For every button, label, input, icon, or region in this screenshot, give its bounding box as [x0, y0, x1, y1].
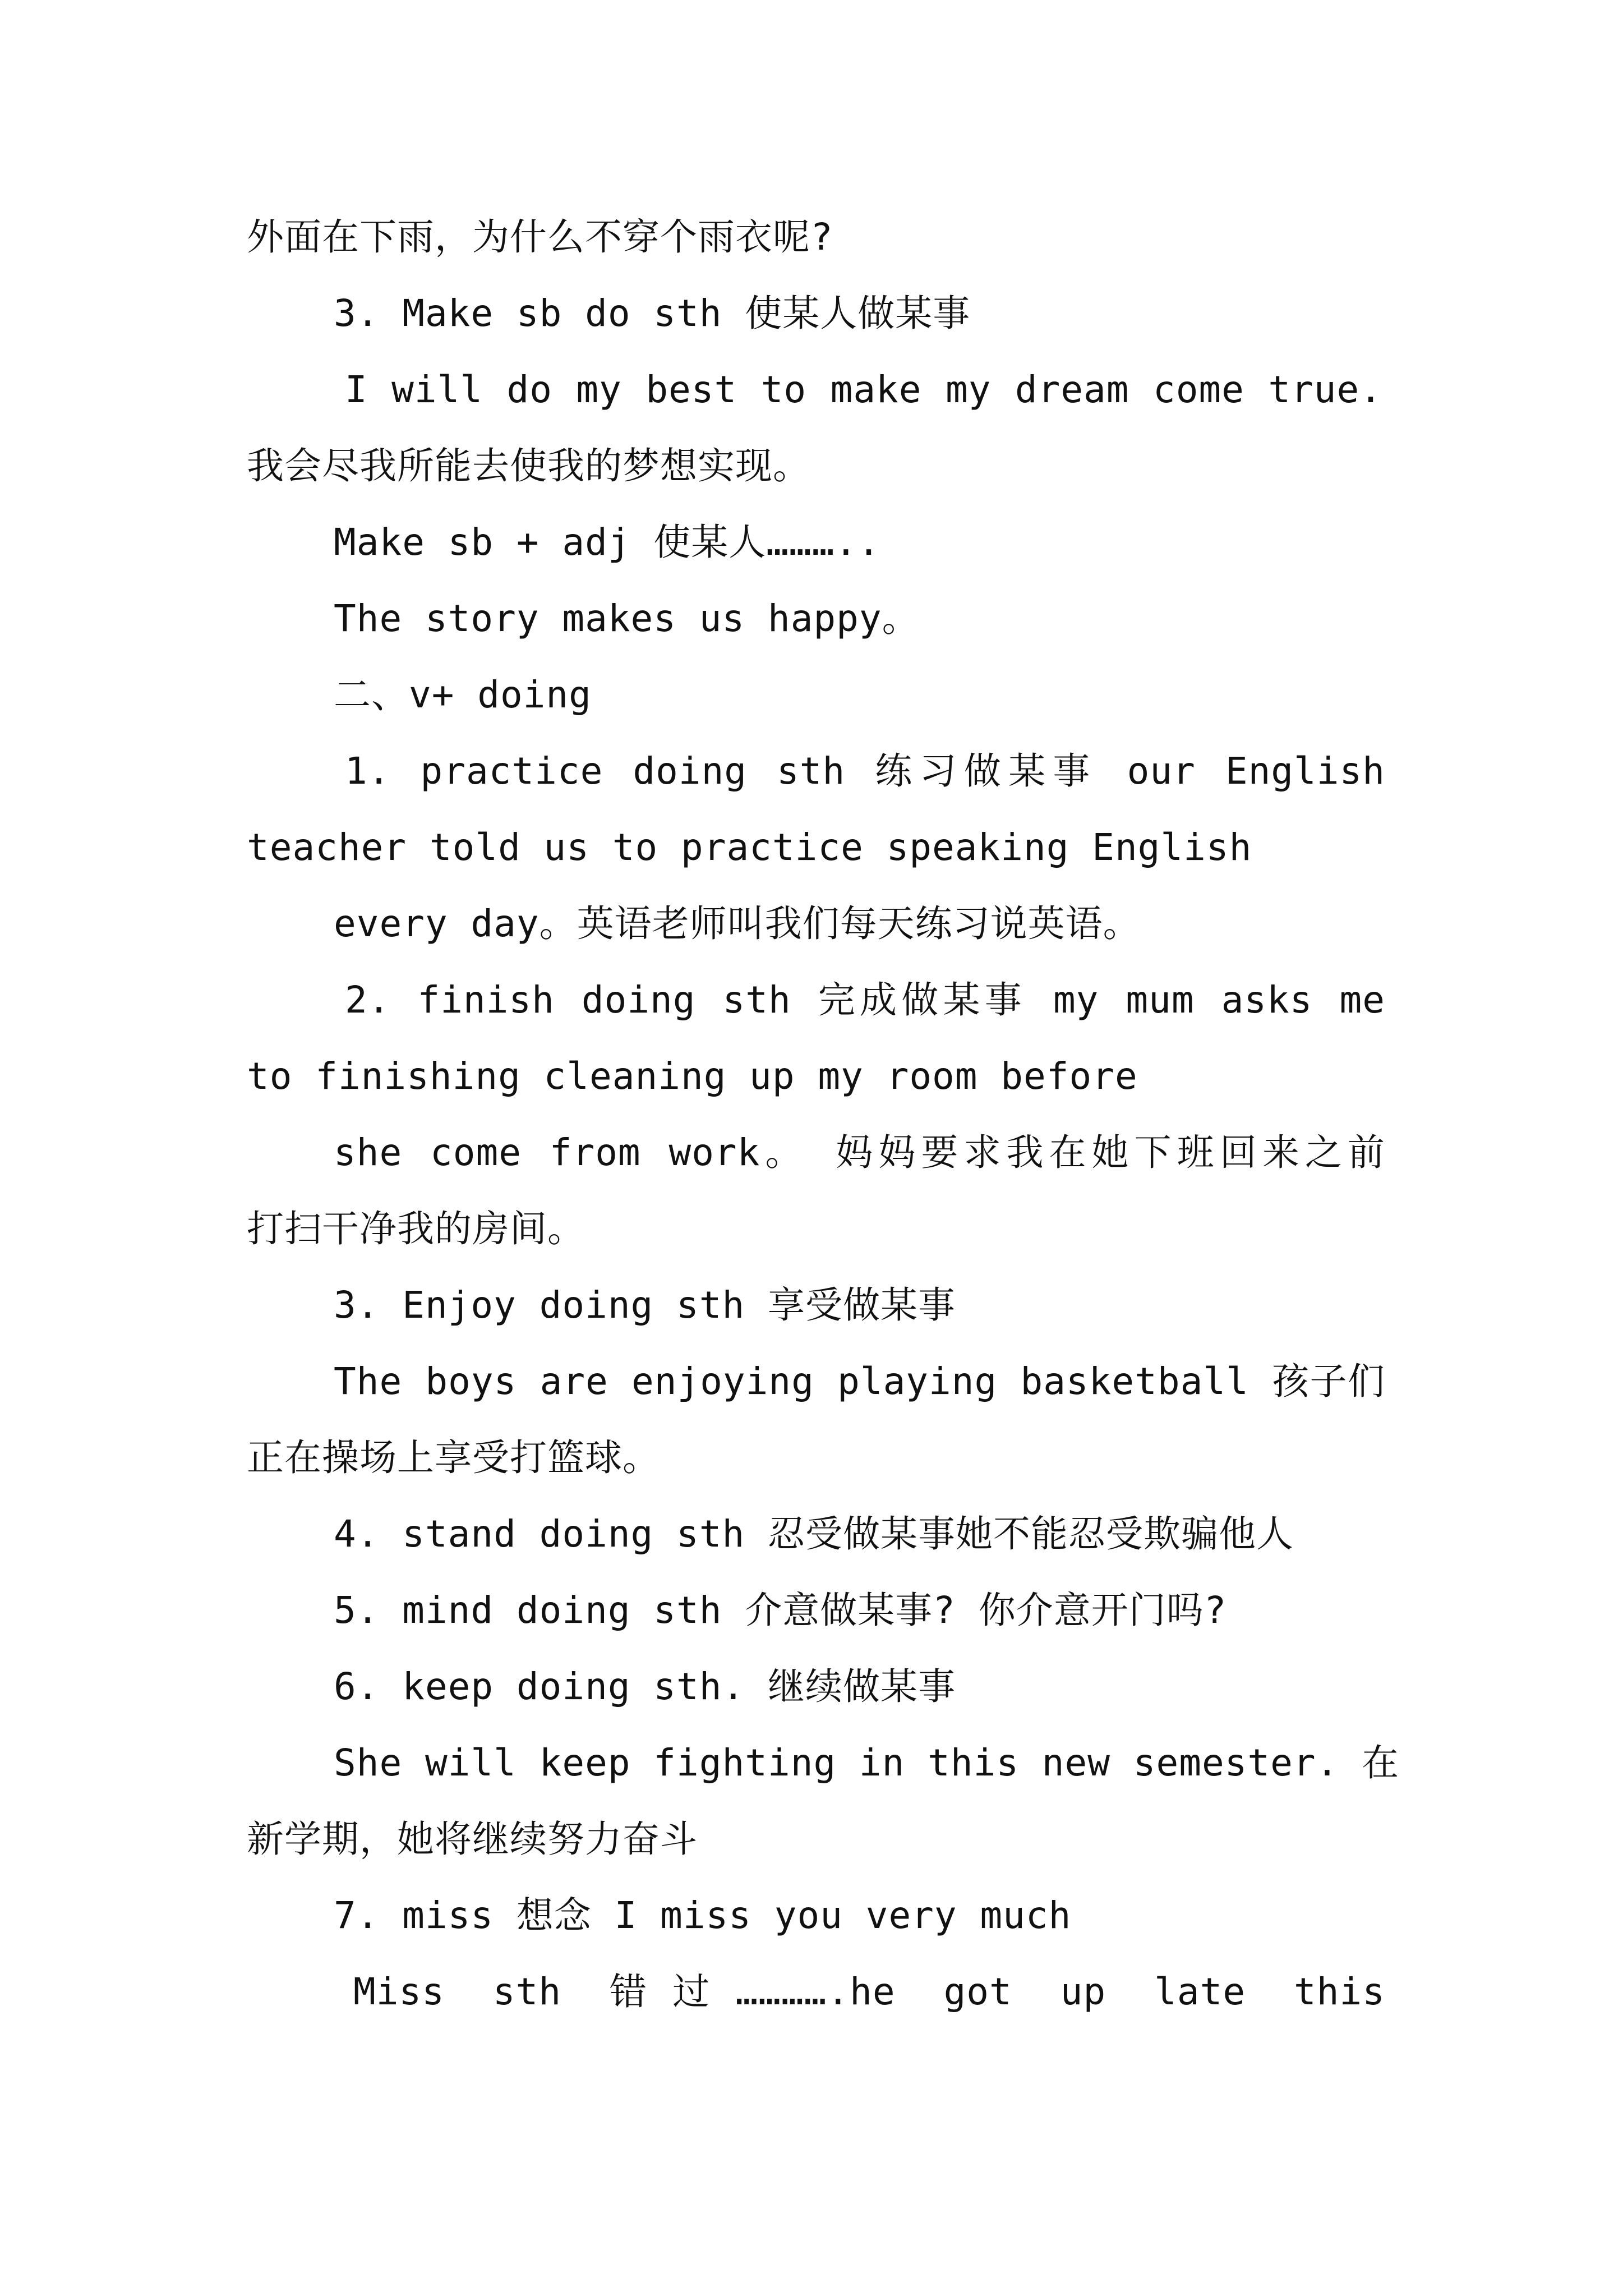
text-line-10: every day。英语老师叫我们每天练习说英语。	[334, 902, 1141, 945]
text-line-12: to finishing cleaning up my room before	[247, 1055, 1138, 1098]
text-line-14: 打扫干净我的房间。	[247, 1207, 585, 1250]
text-line-18: 4. stand doing sth 忍受做某事她不能忍受欺骗他人	[334, 1512, 1294, 1556]
text-line-21: She will keep fighting in this new semester. 在	[334, 1741, 1400, 1784]
text-line-3: I will do my best to make my dream come true.	[345, 368, 1382, 411]
text-line-4: 我会尽我所能去使我的梦想实现。	[247, 444, 810, 487]
text-line-13: she come from work。 妈妈要求我在她下班回来之前	[334, 1131, 1385, 1174]
text-line-20: 6. keep doing sth. 继续做某事	[334, 1665, 956, 1708]
text-line-2: 3. Make sb do sth 使某人做某事	[334, 292, 971, 335]
text-line-22: 新学期，她将继续努力奋斗	[247, 1818, 698, 1861]
text-line-8: 1. practice doing sth 练习做某事 our English	[345, 749, 1385, 793]
text-line-11: 2. finish doing sth 完成做某事 my mum asks me	[345, 978, 1385, 1022]
text-line-17: 正在操场上享受打篮球。	[247, 1436, 660, 1479]
text-line-1: 外面在下雨，为什么不穿个雨衣呢?	[247, 215, 833, 259]
text-line-24: Miss sth 错过………….he got up late this	[353, 1970, 1385, 2013]
text-line-16: The boys are enjoying playing basketball 孩子们	[334, 1360, 1385, 1403]
text-line-23: 7. miss 想念 I miss you very much	[334, 1894, 1072, 1937]
text-line-15: 3. Enjoy doing sth 享受做某事	[334, 1283, 956, 1327]
text-line-5: Make sb + adj 使某人………..	[334, 521, 880, 564]
text-line-6: The story makes us happy。	[334, 597, 920, 640]
text-line-19: 5. mind doing sth 介意做某事? 你介意开门吗?	[334, 1589, 1227, 1632]
text-line-7: 二、v+ doing	[334, 673, 592, 716]
text-line-9: teacher told us to practice speaking English	[247, 826, 1252, 869]
